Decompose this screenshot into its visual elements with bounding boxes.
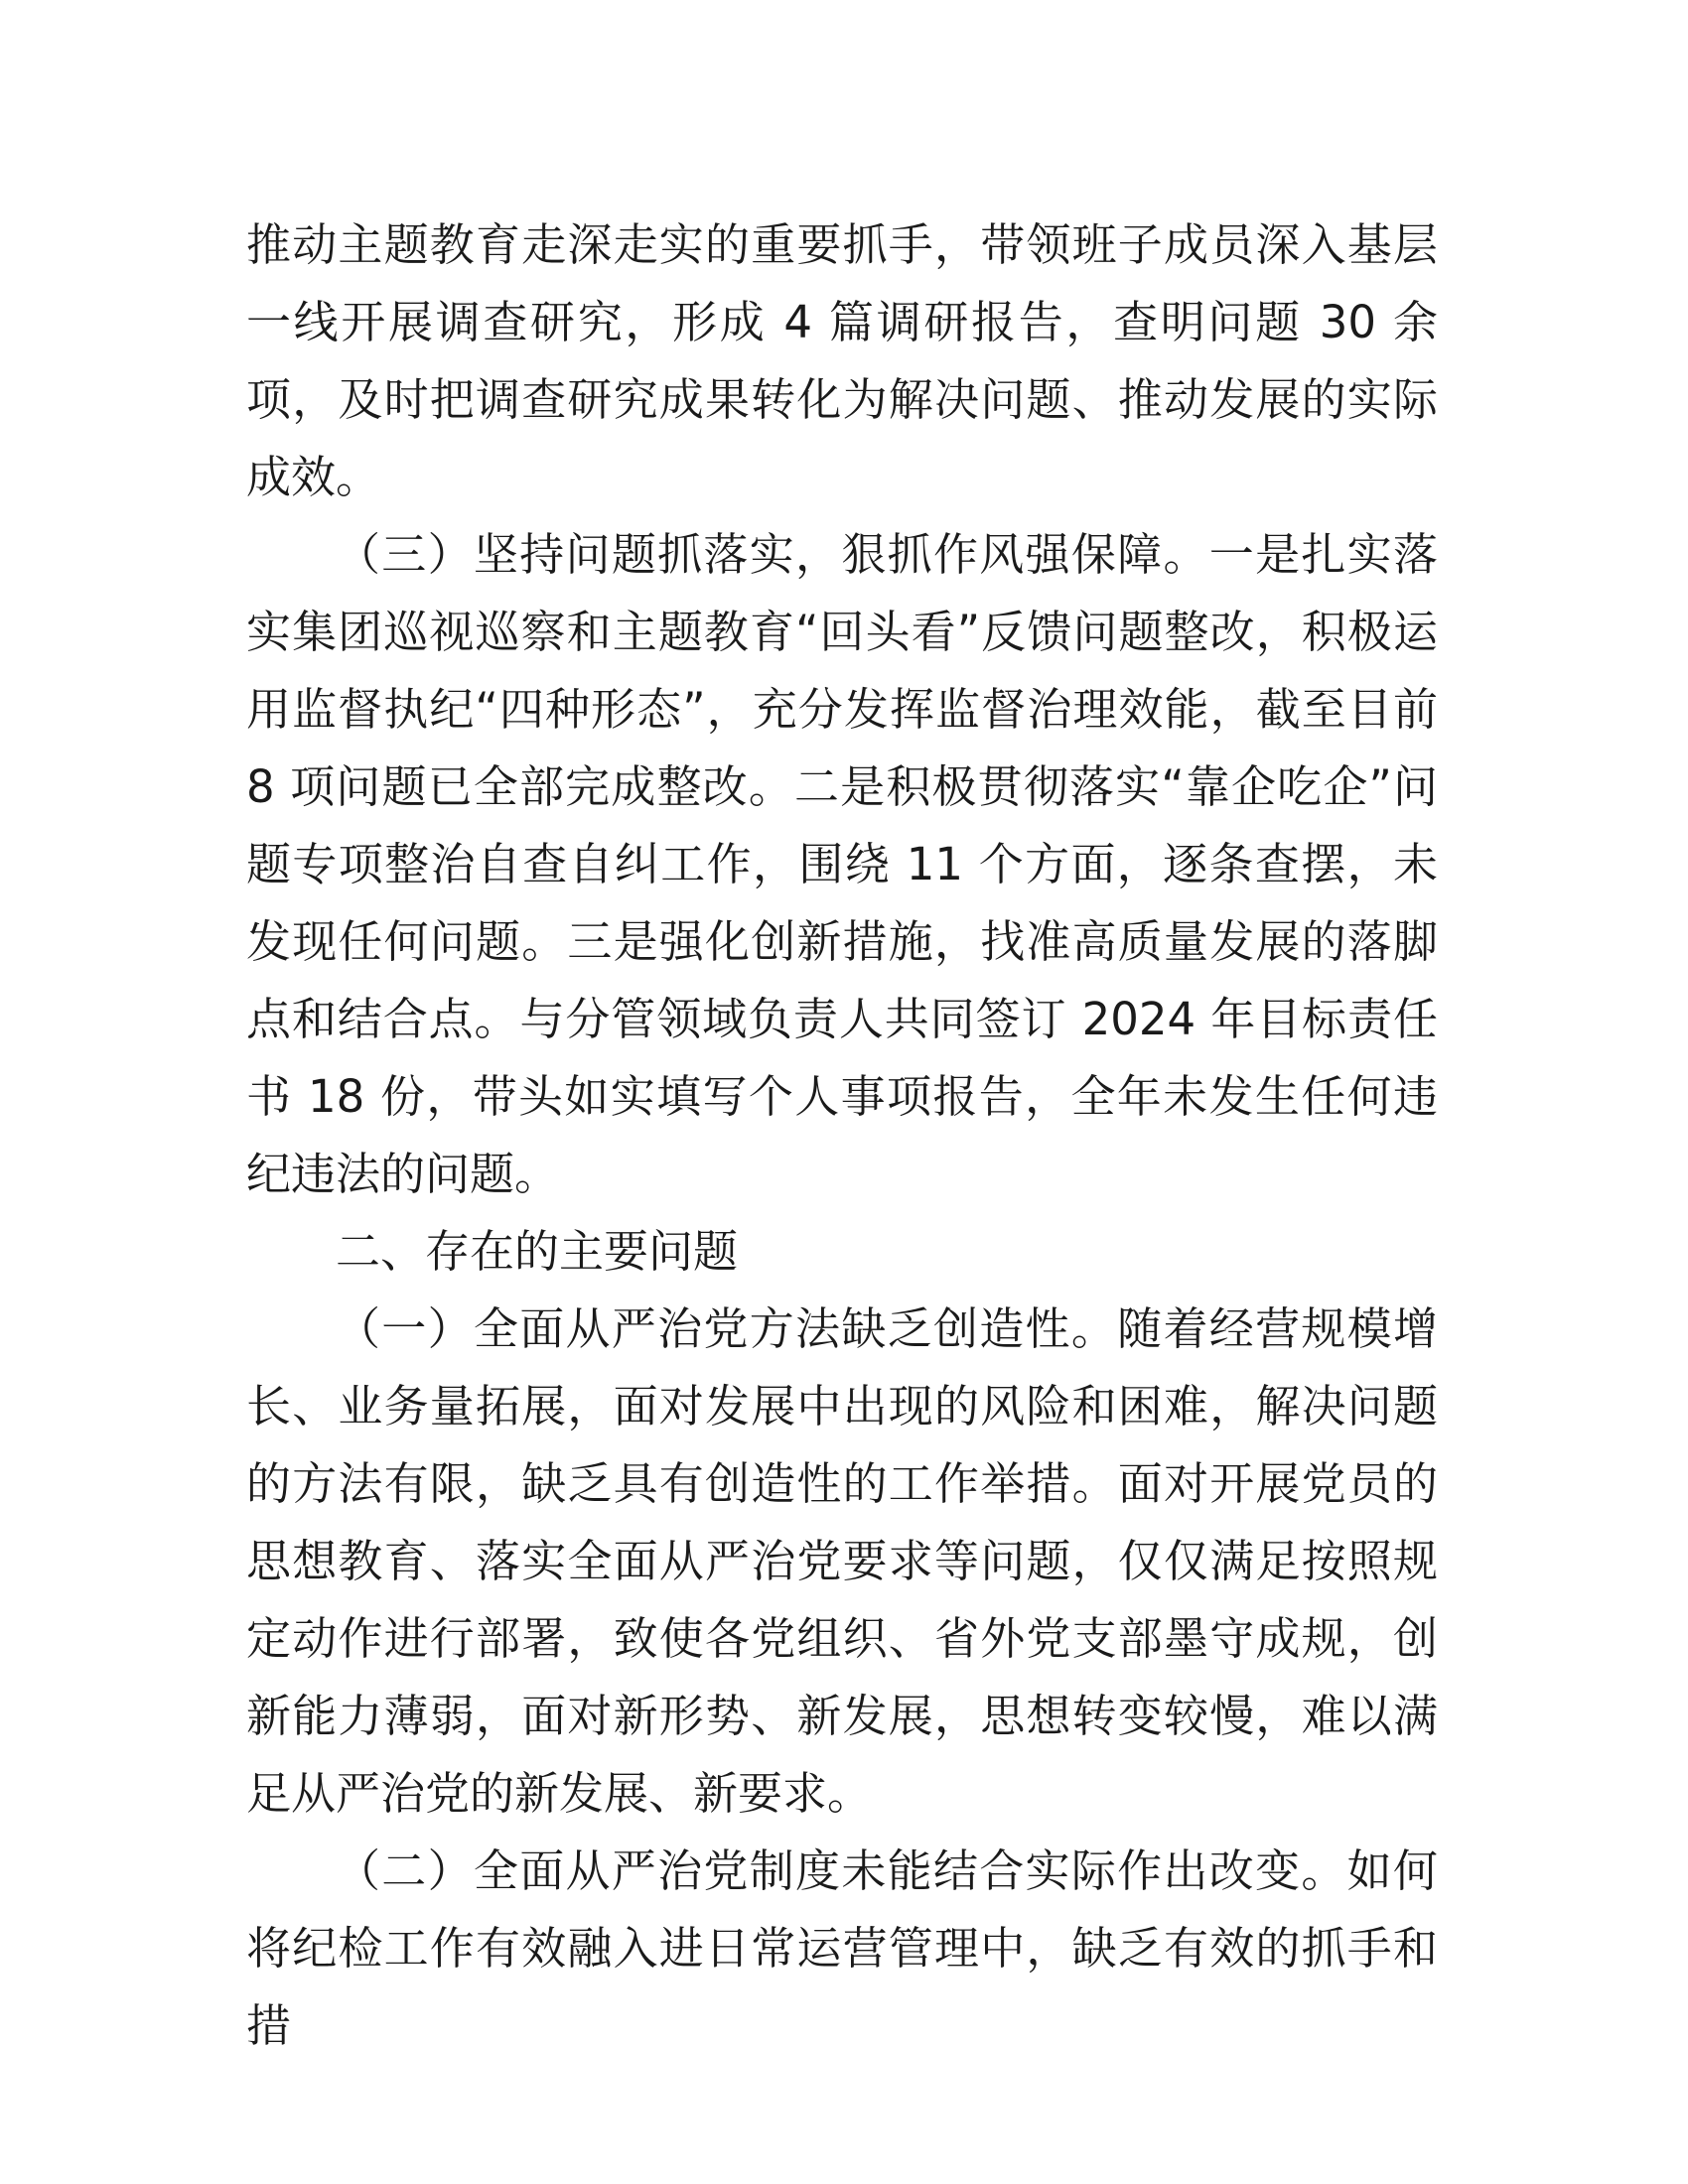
paragraph-problem-two: （二）全面从严治党制度未能结合实际作出改变。如何将纪检工作有效融入进日常运营管理中，缺乏有效的抓手和措 — [246, 1844, 1438, 2052]
paragraph-section-three: （三）坚持问题抓落实，狠抓作风强保障。一是扎实落实集团巡视巡察和主题教育“回头看”反馈问题整改，积极运用监督执纪“四种形态”，充分发挥监督治理效能，截至目前 8 项问题已全部完成整改。二是积极贯彻落实“靠企吃企”问题专项整治自查自纠工作，围绕 11 个方面，逐条查摆，未发现任何问题。三是强化创新措施，找准高质量发展的落脚点和结合点。与分管领域负责人共同签订 2024 年目标责任书 18 份，带头如实填写个人事项报告，全年未发生任何违纪违法的问题。 — [246, 528, 1438, 1200]
document-body — [246, 206, 1438, 2065]
paragraph-problem-one: （一）全面从严治党方法缺乏创造性。随着经营规模增长、业务量拓展，面对发展中出现的风险和困难，解决问题的方法有限，缺乏具有创造性的工作举措。面对开展党员的思想教育、落实全面从严治党要求等问题，仅仅满足按照规定动作进行部署，致使各党组织、省外党支部墨守成规，创新能力薄弱，面对新形势、新发展，思想转变较慢，难以满足从严治党的新发展、新要求。 — [246, 1302, 1438, 1820]
section-heading-main-problems: 二、存在的主要问题 — [336, 1225, 739, 1278]
paragraph-continuation: 推动主题教育走深走实的重要抓手，带领班子成员深入基层一线开展调查研究，形成 4 篇调研报告，查明问题 30 余项，及时把调查研究成果转化为解决问题、推动发展的实际成效。 — [246, 218, 1438, 503]
